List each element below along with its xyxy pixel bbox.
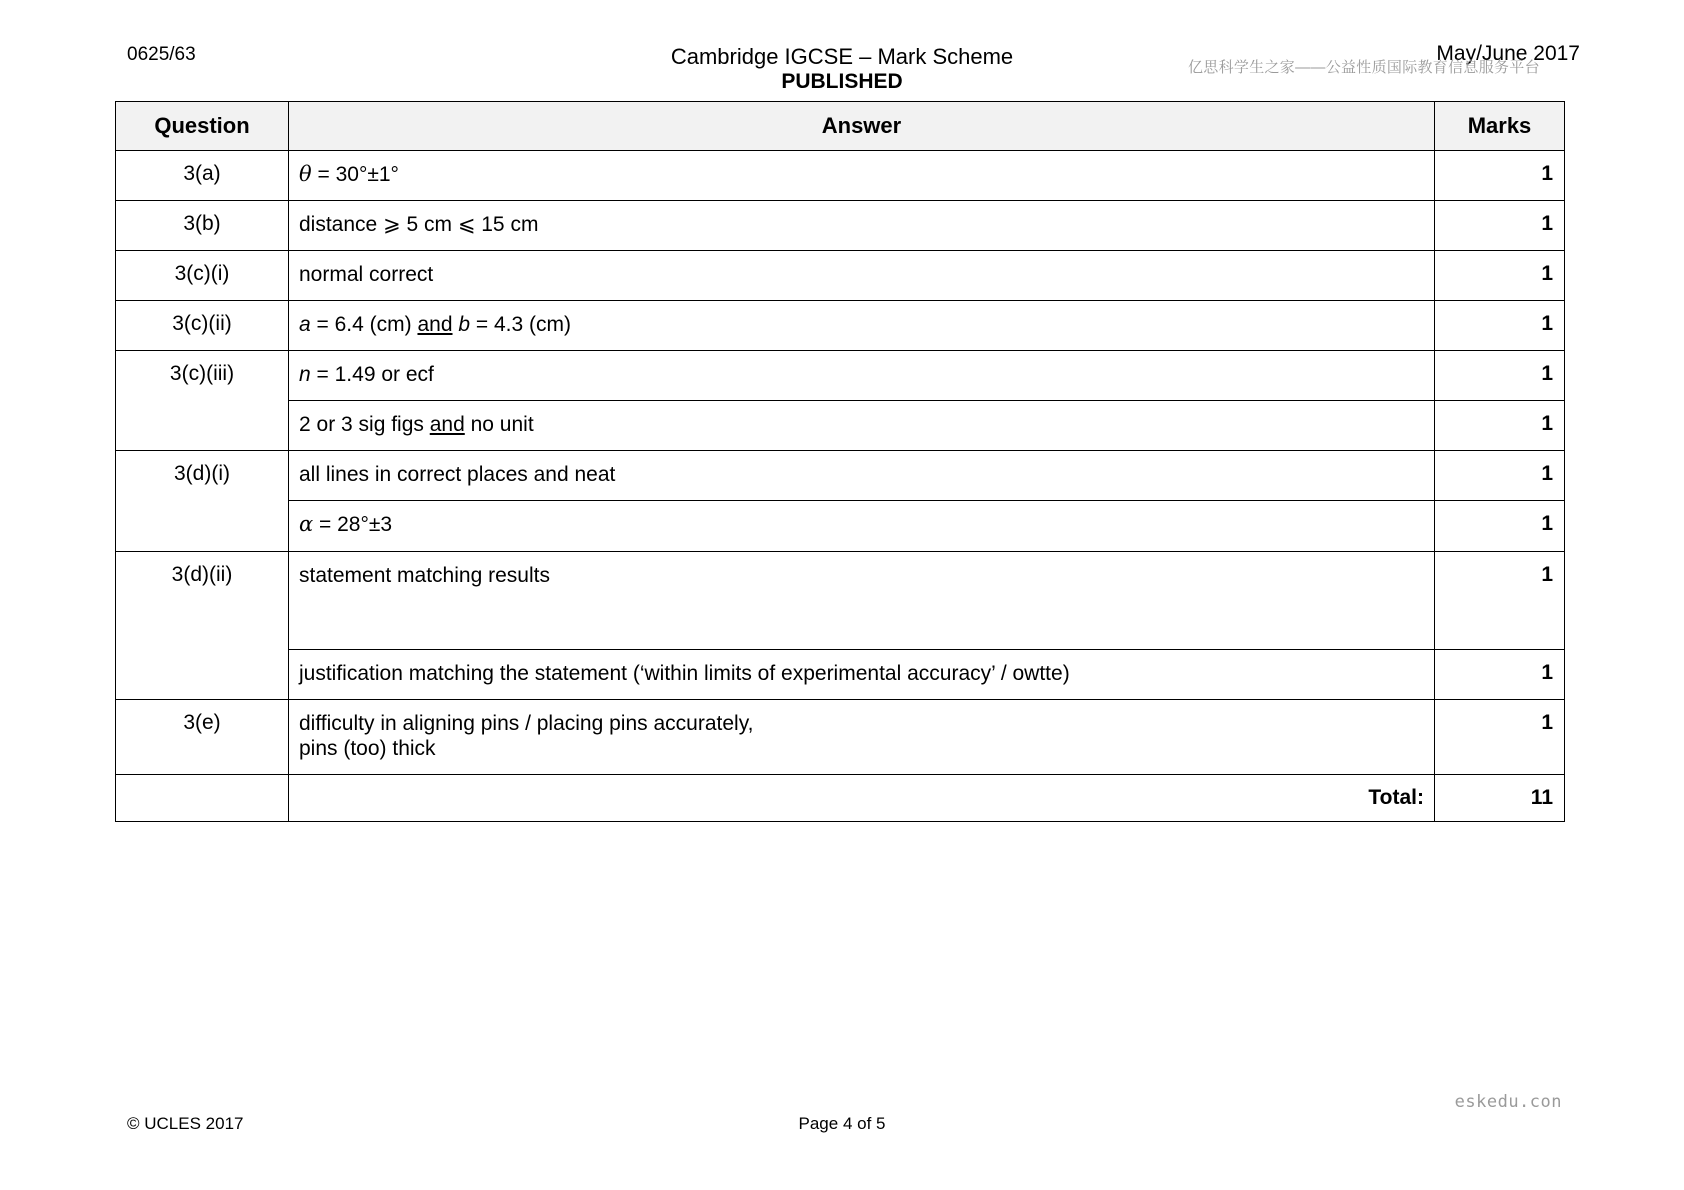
marks-cell: 1 (1435, 251, 1565, 301)
table-row (116, 700, 1565, 775)
column-header-answer: Answer (289, 102, 1435, 151)
answer-cell (289, 700, 1435, 775)
marks-cell: 1 (1435, 351, 1565, 401)
question-cell: 3(c)(iii) (116, 351, 289, 451)
answer-text: = 30°±1° (311, 163, 399, 186)
alpha-symbol: α (299, 512, 314, 536)
column-header-marks: Marks (1435, 102, 1565, 151)
watermark-text: 亿思科学生之家——公益性质国际教育信息服务平台 (1188, 59, 1540, 76)
page-number: Page 4 of 5 (798, 1114, 886, 1133)
table-row (116, 552, 1565, 650)
published-label: PUBLISHED (781, 70, 903, 93)
table-row (116, 301, 1565, 351)
table-row (116, 451, 1565, 501)
variable-b: b (458, 313, 471, 336)
marks-cell: 1 (1435, 401, 1565, 451)
total-row (116, 775, 1565, 822)
column-header-question: Question (116, 102, 289, 151)
question-cell: 3(e) (116, 700, 289, 775)
answer-cell (289, 351, 1435, 401)
answer-text: = 1.49 or ecf (310, 363, 434, 386)
answer-line: pins (too) thick (299, 737, 436, 760)
marks-cell: 1 (1435, 700, 1565, 775)
theta-symbol: θ (299, 162, 312, 186)
answer-text: = 4.3 (cm) (470, 313, 571, 336)
answer-line: difficulty in aligning pins / placing pins accurately, (299, 712, 754, 735)
table-row (116, 501, 1565, 552)
question-cell: 3(c)(ii) (116, 301, 289, 351)
paper-code: 0625/63 (127, 44, 196, 65)
exam-session: May/June 2017 (1436, 42, 1580, 65)
marks-cell: 1 (1435, 201, 1565, 251)
watermark-url: eskedu.con (1454, 1092, 1562, 1112)
marks-cell: 1 (1435, 301, 1565, 351)
marks-cell: 1 (1435, 552, 1565, 650)
question-cell: 3(d)(ii) (116, 552, 289, 700)
table-row (116, 351, 1565, 401)
question-cell: 3(b) (116, 201, 289, 251)
question-cell: 3(c)(i) (116, 251, 289, 301)
underlined-and: and (429, 413, 465, 436)
question-cell: 3(a) (116, 151, 289, 201)
marks-cell: 1 (1435, 650, 1565, 700)
answer-text: no unit (464, 413, 534, 436)
mark-scheme-table (115, 101, 1565, 822)
answer-cell (289, 151, 1435, 201)
table-header-row (116, 102, 1565, 151)
copyright: © UCLES 2017 (127, 1114, 244, 1133)
answer-cell (289, 501, 1435, 552)
table-row (116, 151, 1565, 201)
answer-text: = 6.4 (cm) (310, 313, 418, 336)
underlined-and: and (417, 313, 453, 336)
marks-cell: 1 (1435, 151, 1565, 201)
question-cell: 3(d)(i) (116, 451, 289, 552)
variable-a: a (299, 313, 311, 336)
marks-cell: 1 (1435, 451, 1565, 501)
answer-cell: normal correct (289, 251, 1435, 301)
answer-cell: all lines in correct places and neat (289, 451, 1435, 501)
answer-text: = 28°±3 (313, 513, 393, 536)
table-row (116, 201, 1565, 251)
variable-n: n (299, 363, 311, 386)
table-row (116, 251, 1565, 301)
answer-cell: justification matching the statement (‘within limits of experimental accuracy’ / owtte) (289, 650, 1435, 700)
answer-cell: distance ⩾ 5 cm ⩽ 15 cm (289, 201, 1435, 251)
answer-cell: statement matching results (289, 552, 1435, 650)
total-value: 11 (1435, 775, 1565, 822)
marks-cell: 1 (1435, 501, 1565, 552)
answer-cell (289, 301, 1435, 351)
total-label: Total: (289, 775, 1435, 822)
answer-cell (289, 401, 1435, 451)
document-title: Cambridge IGCSE – Mark Scheme (670, 44, 1014, 69)
answer-text: 2 or 3 sig figs (299, 413, 430, 436)
empty-cell (116, 775, 289, 822)
table-row (116, 650, 1565, 700)
table-row (116, 401, 1565, 451)
